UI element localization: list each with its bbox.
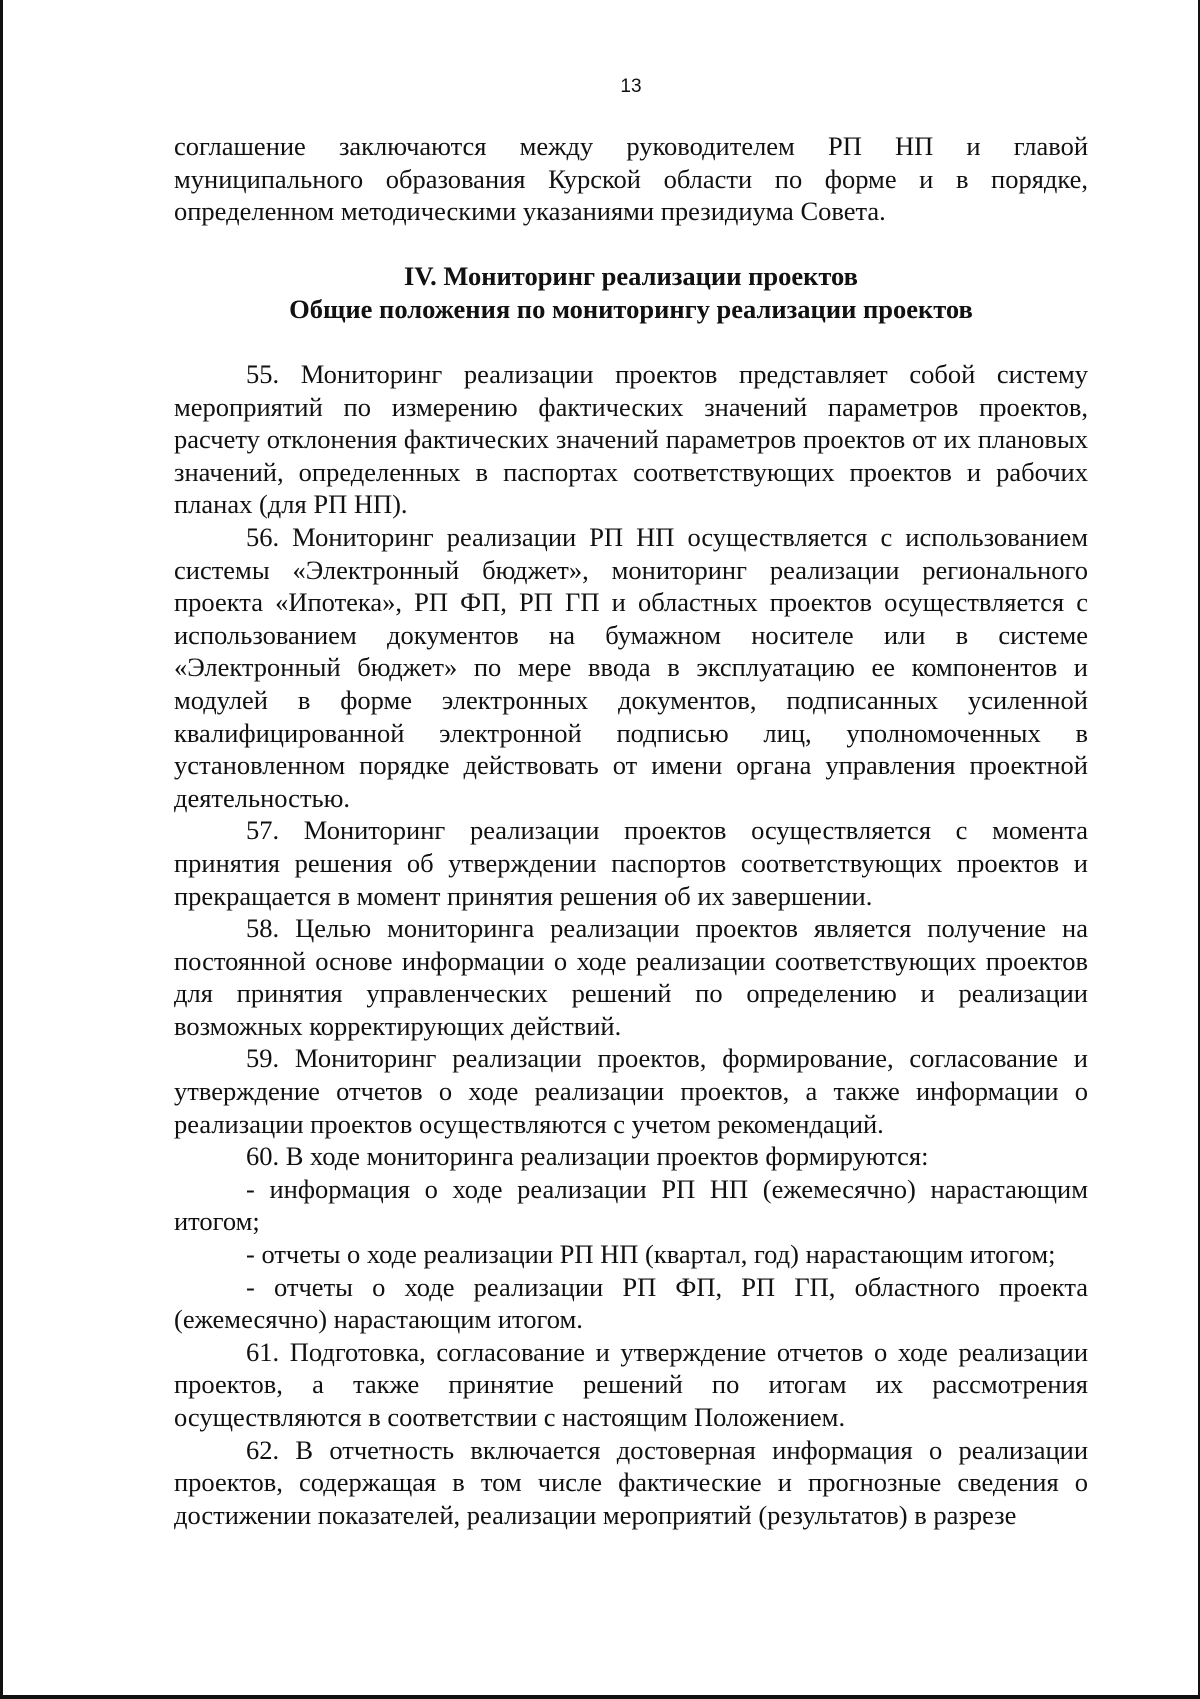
intro-paragraph: соглашение заключаются между руководителем РП НП и главой муниципального образования Курской области по форме и в порядке, определенном методическими указаниями президиума Совета. bbox=[174, 131, 1088, 227]
paragraph-60: 60. В ходе мониторинга реализации проектов формируются: bbox=[246, 1141, 929, 1172]
section-heading bbox=[174, 260, 1088, 325]
paragraph-59: 59. Мониторинг реализации проектов, формирование, согласование и утверждение отчетов о ходе реализации проектов, а также информации о реализации проектов осуществляются с учетом рекомендаций. bbox=[174, 1043, 1088, 1139]
paragraph-56: 56. Мониторинг реализации РП НП осуществляется с использованием системы «Электронный бюджет», мониторинг реализации регионального проекта «Ипотека», РП ФП, РП ГП и областных проектов осуществляется с использованием документов на бумажном носителе или в системе «Электронный бюджет» по мере ввода в эксплуатацию ее компонентов и модулей в форме электронных документов, подписанных усиленной квалифицированной электронной подписью лиц, уполномоченных в установленном порядке действовать от имени органа управления проектной деятельностью. bbox=[174, 521, 1088, 813]
paragraph-62: 62. В отчетность включается достоверная информация о реализации проектов, содержащая в том числе фактические и прогнозные сведения о достижении показателей, реализации мероприятий (результатов) в разрезе bbox=[174, 1434, 1088, 1530]
paragraph-57: 57. Мониторинг реализации проектов осуществляется с момента принятия решения об утверждении паспортов соответствующих проектов и прекращается в момент принятия решения об их завершении. bbox=[174, 815, 1088, 911]
paragraph-60-item-1: - информация о ходе реализации РП НП (ежемесячно) нарастающим итогом; bbox=[174, 1173, 1088, 1237]
intro-block bbox=[174, 130, 1088, 228]
body-block bbox=[174, 358, 1088, 1531]
paragraph-58: 58. Целью мониторинга реализации проектов является получение на постоянной основе информации о ходе реализации соответствующих проектов для принятия управленческих решений по определению и реализации возможных корректирующих действий. bbox=[174, 913, 1088, 1041]
page-number: 13 bbox=[620, 76, 642, 97]
paragraph-60-item-2: - отчеты о ходе реализации РП НП (квартал, год) нарастающим итогом; bbox=[246, 1239, 1056, 1270]
section-subtitle: Общие положения по мониторингу реализации проектов bbox=[289, 293, 973, 324]
paragraph-60-item-3: - отчеты о ходе реализации РП ФП, РП ГП, областного проекта (ежемесячно) нарастающим итогом. bbox=[174, 1271, 1088, 1335]
scan-edge-left bbox=[0, 0, 3, 1699]
paragraph-55: 55. Мониторинг реализации проектов представляет собой систему мероприятий по измерению фактических значений параметров проектов, расчету отклонения фактических значений параметров проектов от их плановых значений, определенных в паспортах соответствующих проектов и рабочих планах (для РП НП). bbox=[174, 359, 1088, 520]
scan-edge-bottom bbox=[0, 1695, 1200, 1699]
section-title: IV. Мониторинг реализации проектов bbox=[404, 261, 858, 291]
paragraph-61: 61. Подготовка, согласование и утверждение отчетов о ходе реализации проектов, а также принятие решений по итогам их рассмотрения осуществляются в соответствии с настоящим Положением. bbox=[174, 1336, 1088, 1432]
